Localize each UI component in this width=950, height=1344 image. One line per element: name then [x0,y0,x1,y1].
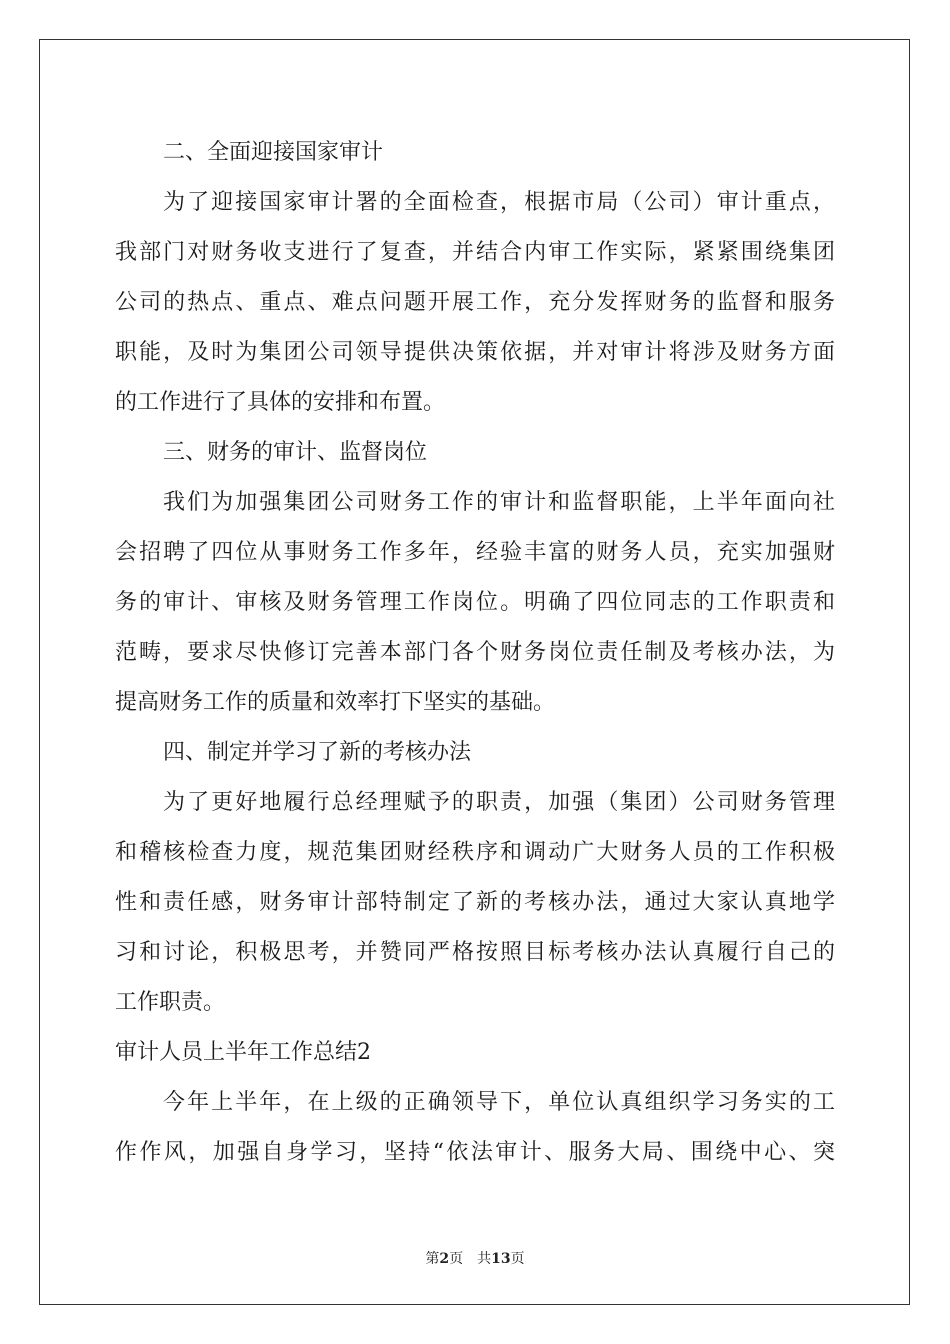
text-line: 审计人员上半年工作总结2 [115,1040,371,1065]
text-line: 为了更好地履行总经理赋予的职责，加强（集团）公司财务管理 [163,790,835,815]
text-line: 四、制定并学习了新的考核办法 [163,740,472,765]
text-line: 范畴，要求尽快修订完善本部门各个财务岗位责任制及考核办法，为 [115,640,835,665]
text-line: 的工作进行了具体的安排和布置。 [115,390,446,415]
page-prefix: 第 [425,1251,440,1267]
total-suffix: 页 [510,1251,525,1267]
total-prefix: 共 [477,1251,492,1267]
text-line: 公司的热点、重点、难点问题开展工作，充分发挥财务的监督和服务 [115,290,835,315]
document-body [115,128,835,1178]
text-line: 作作风，加强自身学习，坚持“依法审计、服务大局、围绕中心、突 [115,1140,835,1165]
text-line: 二、全面迎接国家审计 [163,140,384,165]
text-line: 三、财务的审计、监督岗位 [163,440,428,465]
text-line: 和稽核检查力度，规范集团财经秩序和调动广大财务人员的工作积极 [115,840,835,865]
page-footer [0,1248,950,1268]
current-page-number: 2 [439,1251,450,1267]
total-pages-number: 13 [491,1251,511,1267]
text-line: 为了迎接国家审计署的全面检查，根据市局（公司）审计重点， [163,190,835,215]
text-line: 我们为加强集团公司财务工作的审计和监督职能，上半年面向社 [163,490,835,515]
text-line: 工作职责。 [115,990,226,1015]
text-line: 会招聘了四位从事财务工作多年，经验丰富的财务人员，充实加强财 [115,540,835,565]
text-line: 今年上半年，在上级的正确领导下，单位认真组织学习务实的工 [163,1090,835,1115]
text-line: 习和讨论，积极思考，并赞同严格按照目标考核办法认真履行自己的 [115,940,835,965]
text-line: 提高财务工作的质量和效率打下坚实的基础。 [115,690,556,715]
text-line: 性和责任感，财务审计部特制定了新的考核办法，通过大家认真地学 [115,890,835,915]
text-line: 职能，及时为集团公司领导提供决策依据，并对审计将涉及财务方面 [115,340,835,365]
text-line: 务的审计、审核及财务管理工作岗位。明确了四位同志的工作职责和 [115,590,835,615]
text-line: 我部门对财务收支进行了复查，并结合内审工作实际，紧紧围绕集团 [115,240,835,265]
page-suffix: 页 [449,1251,464,1267]
